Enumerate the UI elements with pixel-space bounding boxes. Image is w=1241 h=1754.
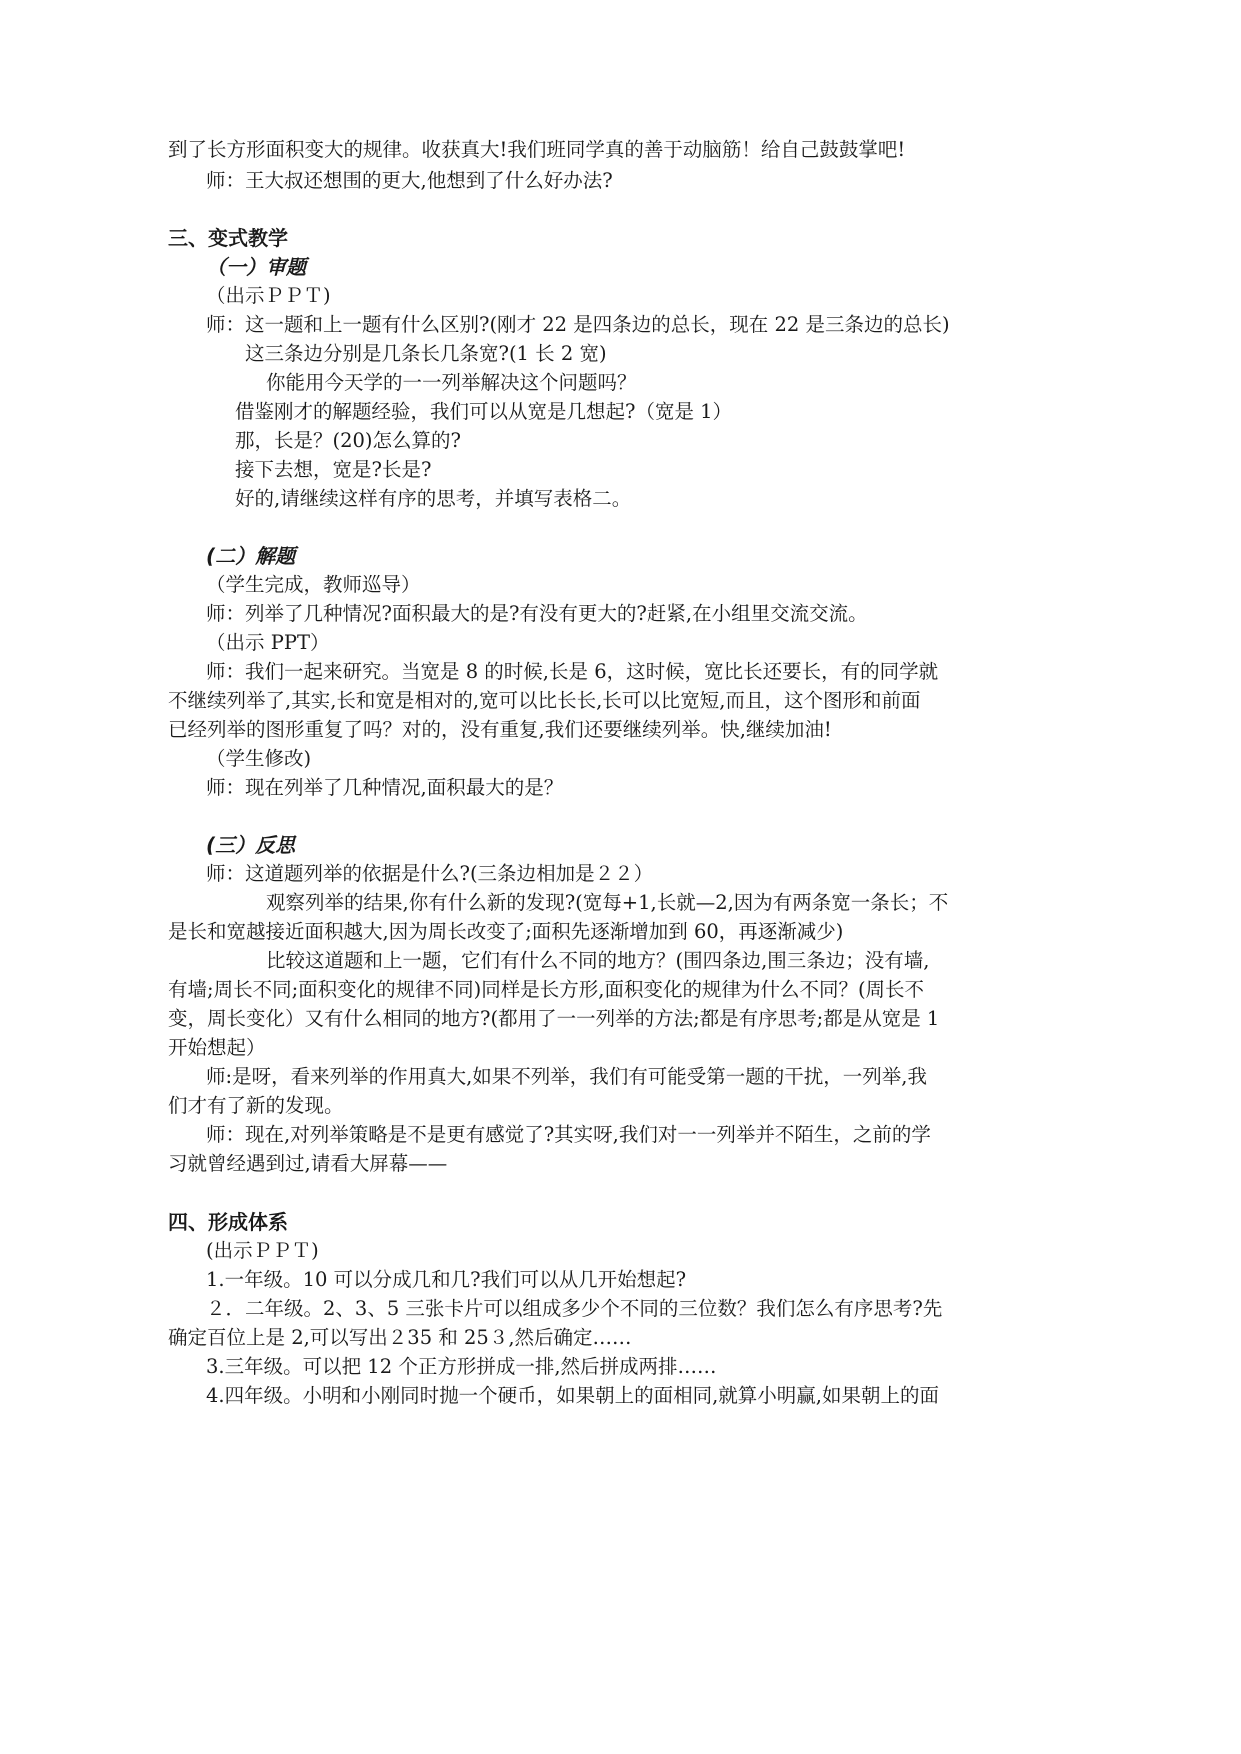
body-text-line: 接下去想，宽是?长是? <box>235 458 432 481</box>
body-text-line: 是长和宽越接近面积越大,因为周长改变了;面积先逐渐增加到 60，再逐渐减少) <box>168 920 844 943</box>
section-heading-4: 四、形成体系 <box>168 1210 288 1234</box>
body-text-line: 有墙;周长不同;面积变化的规律不同)同样是长方形,面积变化的规律为什么不同？(周长不 <box>168 978 925 1001</box>
body-text-line: 好的,请继续这样有序的思考，并填写表格二。 <box>235 487 632 510</box>
body-text-line: 不继续列举了,其实,长和宽是相对的,宽可以比长长,长可以比宽短,而且，这个图形和前面 <box>168 689 921 712</box>
teacher-line: 师：现在,对列举策略是不是更有感觉了?其实呀,我们对一一列举并不陌生，之前的学 <box>206 1123 931 1146</box>
body-text-line: 观察列举的结果,你有什么新的发现?(宽每+1,长就—2,因为有两条宽一条长；不 <box>266 891 949 914</box>
teacher-line: 师：这一题和上一题有什么区别?(刚才 22 是四条边的总长，现在 22 是三条边的总长) <box>206 313 950 336</box>
body-text-line: 已经列举的图形重复了吗？对的，没有重复,我们还要继续列举。快,继续加油! <box>168 718 832 741</box>
body-text-line: 那，长是？(20)怎么算的? <box>235 429 461 452</box>
stage-direction: (出示ＰＰＴ) <box>206 1239 319 1262</box>
body-text-line: 习就曾经遇到过,请看大屏幕—— <box>168 1152 448 1175</box>
teacher-line: 师：王大叔还想围的更大,他想到了什么好办法? <box>206 169 613 192</box>
body-text-line: 确定百位上是 2,可以写出２35 和 25３,然后确定…… <box>168 1326 632 1349</box>
list-item: 4.四年级。小明和小刚同时抛一个硬币，如果朝上的面相同,就算小明赢,如果朝上的面 <box>206 1384 940 1407</box>
body-text-line: 到了长方形面积变大的规律。收获真大!我们班同学真的善于动脑筋！给自己鼓鼓掌吧! <box>168 138 906 161</box>
body-text-line: 你能用今天学的一一列举解决这个问题吗？ <box>266 371 637 394</box>
section-heading-3: 三、变式教学 <box>168 226 288 250</box>
stage-direction: （出示 PPT） <box>206 631 330 654</box>
stage-direction: （学生修改) <box>206 747 312 770</box>
body-text-line: 这三条边分别是几条长几条宽?(1 长 2 宽) <box>245 342 607 365</box>
body-text-line: 比较这道题和上一题，它们有什么不同的地方？(围四条边,围三条边；没有墙, <box>266 949 930 972</box>
body-text-line: 借鉴刚才的解题经验，我们可以从宽是几想起?（宽是 1） <box>235 400 733 423</box>
teacher-line: 师：这道题列举的依据是什么?(三条边相加是２２） <box>206 862 654 885</box>
body-text-line: 变，周长变化）又有什么相同的地方?(都用了一一列举的方法;都是有序思考;都是从宽是 1 <box>168 1007 940 1030</box>
list-item: ２．二年级。2、3、5 三张卡片可以组成多少个不同的三位数？我们怎么有序思考?先 <box>206 1297 943 1320</box>
teacher-line: 师：列举了几种情况?面积最大的是?有没有更大的?赶紧,在小组里交流交流。 <box>206 602 868 625</box>
subsection-heading-1: （一）审题 <box>206 255 306 279</box>
stage-direction: （出示ＰＰＴ) <box>206 284 331 307</box>
teacher-line: 师：我们一起来研究。当宽是 8 的时候,长是 6，这时候，宽比长还要长，有的同学就 <box>206 660 939 683</box>
list-item: 3.三年级。可以把 12 个正方形拼成一排,然后拼成两排…… <box>206 1355 717 1378</box>
teacher-line: 师:是呀，看来列举的作用真大,如果不列举，我们有可能受第一题的干扰，一列举,我 <box>206 1065 927 1088</box>
subsection-heading-3: (三）反思 <box>206 833 296 857</box>
list-item: 1.一年级。10 可以分成几和几?我们可以从几开始想起? <box>206 1268 687 1291</box>
stage-direction: （学生完成，教师巡导） <box>206 573 421 596</box>
teacher-line: 师：现在列举了几种情况,面积最大的是？ <box>206 776 564 799</box>
body-text-line: 们才有了新的发现。 <box>168 1094 344 1117</box>
body-text-line: 开始想起） <box>168 1036 266 1059</box>
subsection-heading-2: (二）解题 <box>206 544 296 568</box>
